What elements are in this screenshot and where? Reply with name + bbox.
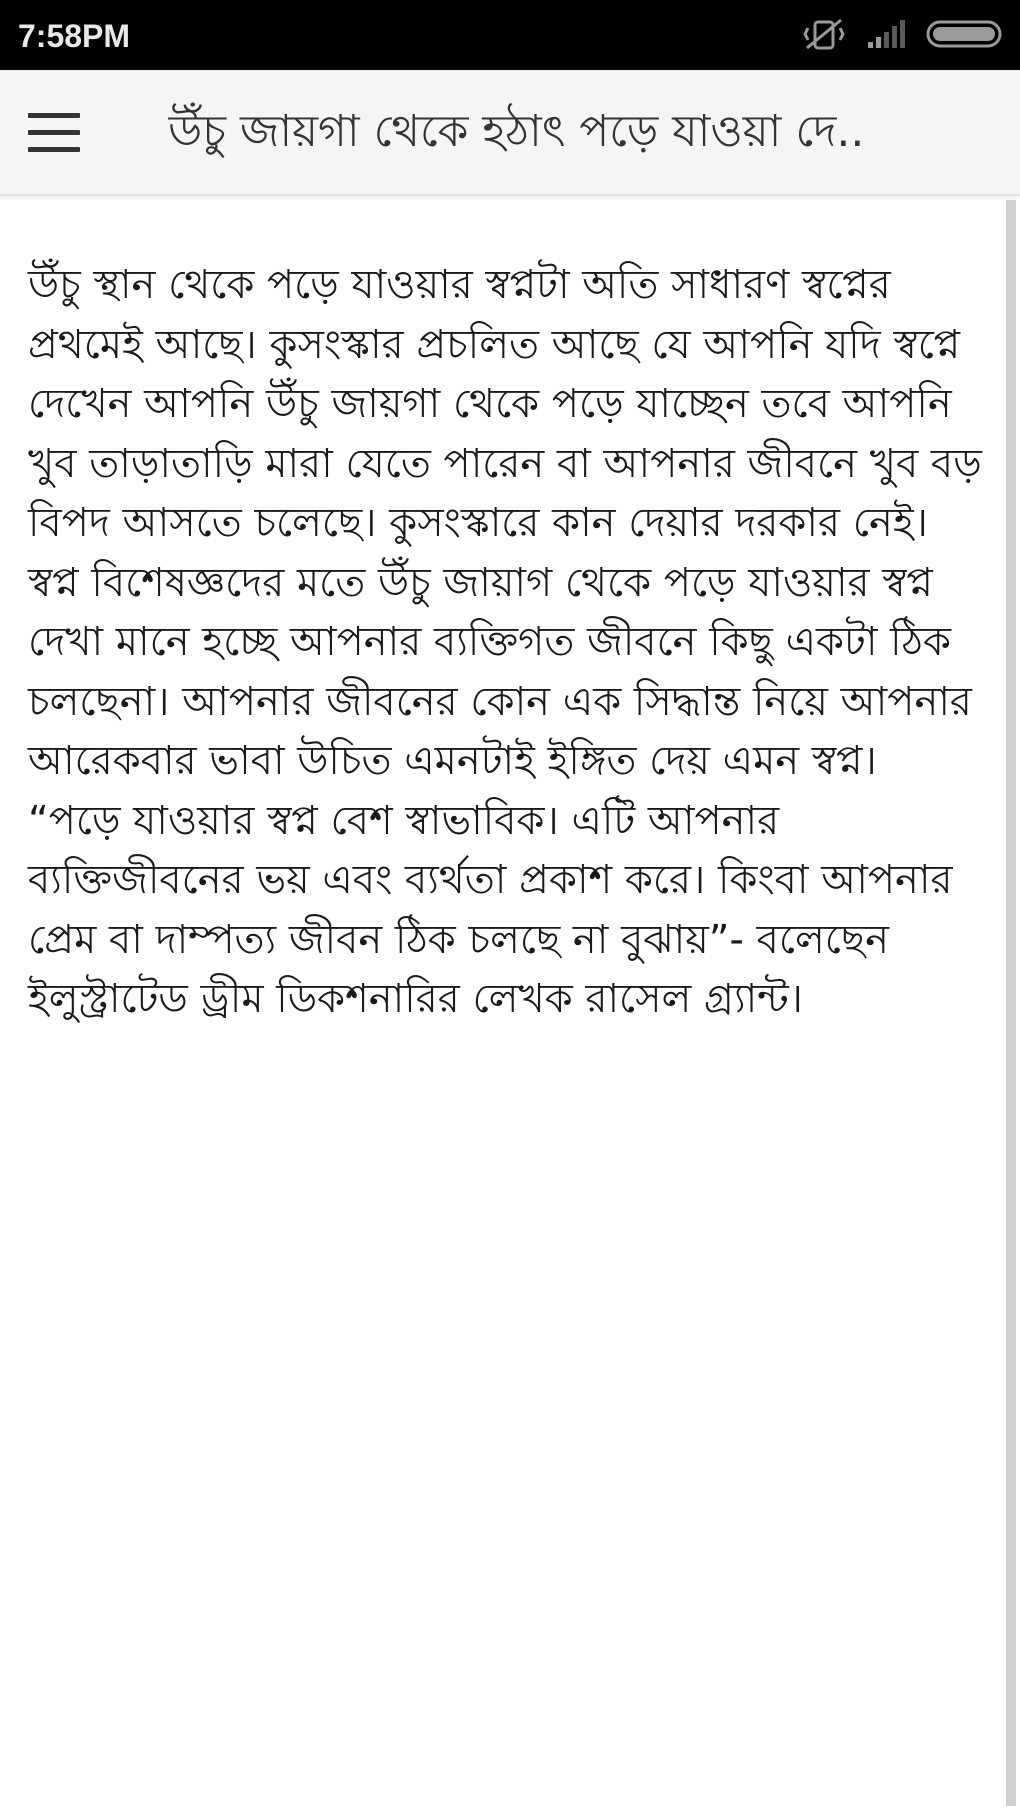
app-bar — [0, 70, 1020, 196]
battery-icon — [926, 16, 1006, 56]
signal-icon — [864, 16, 908, 56]
hamburger-menu-icon[interactable] — [22, 100, 86, 164]
article-paragraph-2: “পড়ে যাওয়ার স্বপ্ন বেশ স্বাভাবিক। এটি আপনার ব্যক্তিজীবনের ভয় এবং ব্যর্থতা প্রকাশ করে। কিংবা আপনার প্রেম বা দাম্পত্য জীবন ঠিক চলছে না বুঝায়”- বলেছেন ইলুস্ট্রাটেড ড্রীম ডিকশনারির লেখক রাসেল গ্র্যান্ট। — [28, 797, 953, 1022]
page-title: উঁচু জায়গা থেকে হঠাৎ পড়ে যাওয়া দে.. — [168, 106, 865, 157]
status-bar — [0, 0, 1020, 70]
article-body — [28, 256, 988, 1030]
status-time: 7:58PM — [18, 18, 131, 54]
vibrate-off-icon — [802, 16, 846, 56]
status-icons — [802, 16, 1006, 56]
article-content[interactable] — [0, 196, 1000, 1813]
article-paragraph-1: উঁচু স্থান থেকে পড়ে যাওয়ার স্বপ্নটা অতি সাধারণ স্বপ্নের প্রথমেই আছে। কুসংস্কার প্রচলিত আছে যে আপনি যদি স্বপ্নে দেখেন আপনি উঁচু জায়গা থেকে পড়ে যাচ্ছেন তবে আপনি খুব তাড়াতাড়ি মারা যেতে পারেন বা আপনার জীবনে খুব বড় বিপদ আসতে চলেছে। কুসংস্কারে কান দেয়ার দরকার নেই। স্বপ্ন বিশেষজ্ঞদের মতে উঁচু জায়াগ থেকে পড়ে যাওয়ার স্বপ্ন দেখা মানে হচ্ছে আপনার ব্যক্তিগত জীবনে কিছু একটা ঠিক চলছেনা। আপনার জীবনের কোন এক সিদ্ধান্ত নিয়ে আপনার আরেকবার ভাবা উচিত এমনটাই ইঙ্গিত দেয় এমন স্বপ্ন। — [28, 262, 982, 784]
scrollbar[interactable] — [1006, 200, 1016, 1806]
